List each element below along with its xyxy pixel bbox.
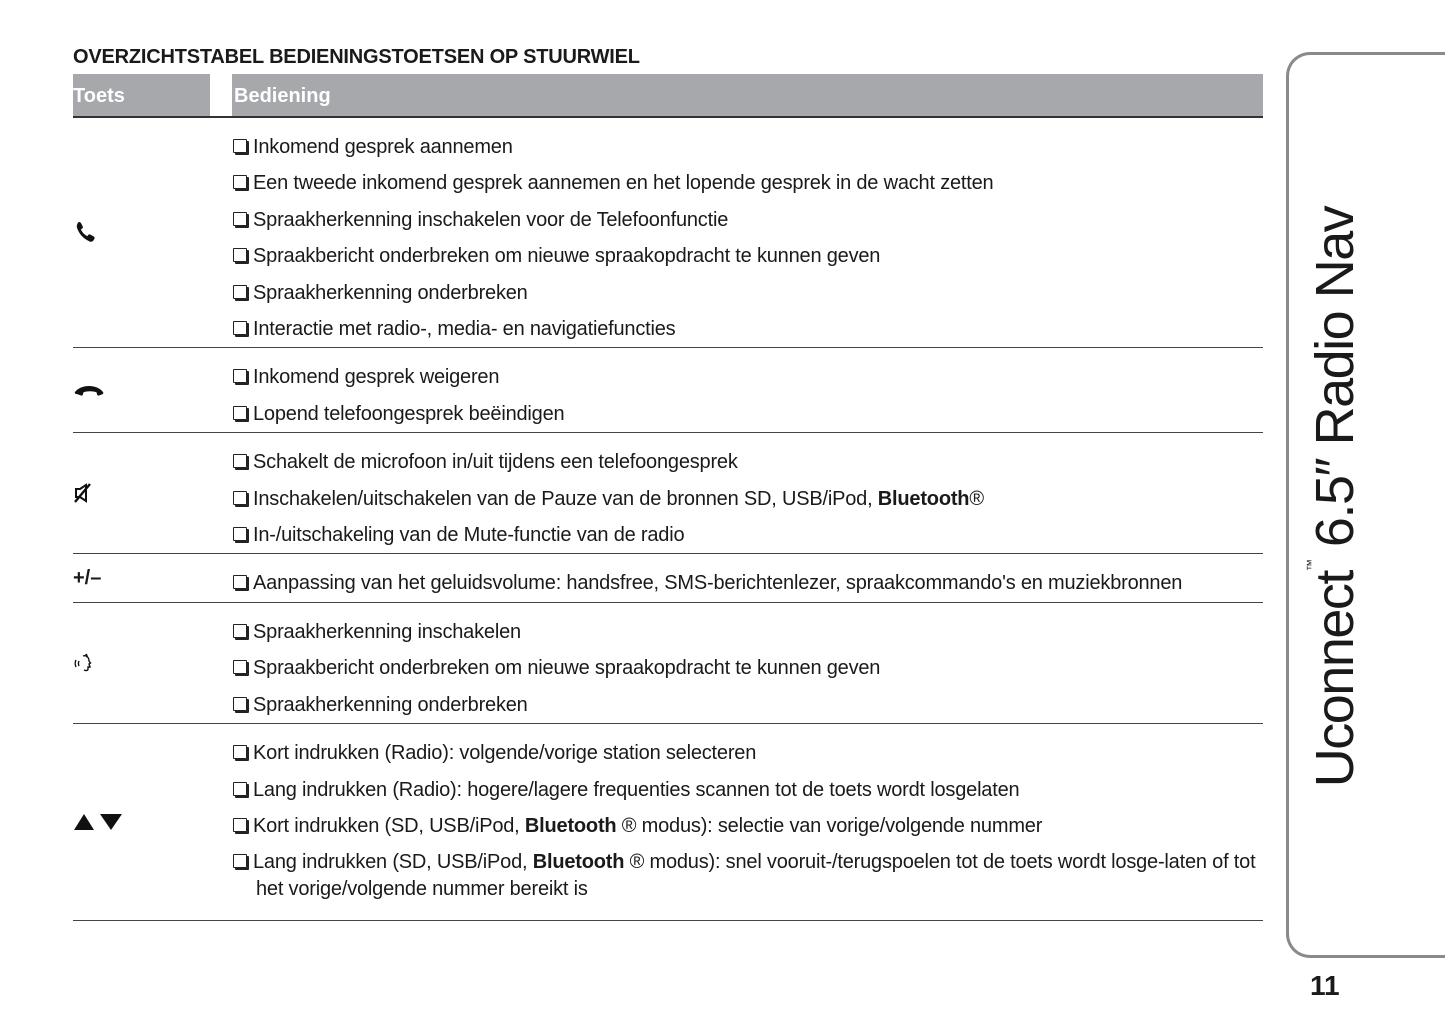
list-item xyxy=(233,772,1263,808)
item-text: Spraakherkenning onderbreken xyxy=(253,693,528,716)
list-item xyxy=(233,735,1263,771)
list-item xyxy=(233,202,1263,238)
table-row xyxy=(73,554,1263,602)
brand-name: Bluetooth xyxy=(532,851,625,874)
list-item xyxy=(233,444,1263,480)
voice-command-icon xyxy=(73,603,223,723)
item-text: Spraakherkenning inschakelen voor de Telefoonfunctie xyxy=(253,208,729,231)
item-text: Spraakherkenning inschakelen xyxy=(253,620,521,643)
item-text-cont: ® modus): selectie van vorige/volgende nummer xyxy=(616,814,1043,837)
table-row xyxy=(73,348,1263,433)
side-tab-label: Uconnect™ 6.5″ Radio Nav xyxy=(1304,206,1365,788)
item-text: Lang indrukken (SD, USB/iPod, xyxy=(253,851,533,874)
item-text: Inkomend gesprek aannemen xyxy=(253,136,513,158)
item-text: Een tweede inkomend gesprek aannemen en het lopende gesprek in de wacht zetten xyxy=(253,172,994,195)
checkbox-bullet-icon xyxy=(233,406,247,420)
checkbox-bullet-icon xyxy=(233,139,247,153)
item-text: Inkomend gesprek weigeren xyxy=(253,366,500,389)
list-item xyxy=(233,614,1263,650)
checkbox-bullet-icon xyxy=(233,369,247,383)
page-title: OVERZICHTSTABEL BEDIENINGSTOETSEN OP STUURWIEL xyxy=(73,46,640,68)
item-text: Schakelt de microfoon in/uit tijdens een telefoongesprek xyxy=(253,451,738,474)
checkbox-bullet-icon xyxy=(233,745,247,759)
table-row xyxy=(73,118,1263,348)
key-label: +/– xyxy=(73,566,102,589)
header-bediening: Bediening xyxy=(234,85,331,107)
header-toets: Toets xyxy=(73,85,125,107)
item-text: Spraakbericht onderbreken om nieuwe spraakopdracht te kunnen geven xyxy=(253,657,881,680)
checkbox-bullet-icon xyxy=(233,321,247,335)
checkbox-bullet-icon xyxy=(233,660,247,674)
list-item xyxy=(233,844,1263,903)
list-item xyxy=(233,396,1263,432)
checkbox-bullet-icon xyxy=(233,575,247,589)
item-text: Interactie met radio-, media- en navigatiefuncties xyxy=(253,318,676,341)
checkbox-bullet-icon xyxy=(233,248,247,262)
list-item xyxy=(233,650,1263,686)
list-item xyxy=(233,565,1263,601)
list-item xyxy=(233,517,1263,553)
table-row xyxy=(73,603,1263,724)
checkbox-bullet-icon xyxy=(233,527,247,541)
checkbox-bullet-icon xyxy=(233,854,247,868)
checkbox-bullet-icon xyxy=(233,212,247,226)
up-down-arrows-icon xyxy=(73,724,223,920)
controls-table xyxy=(73,118,1263,921)
item-text: Inschakelen/uitschakelen van de Pauze van de bronnen SD, USB/iPod, xyxy=(253,487,878,510)
checkbox-bullet-icon xyxy=(233,285,247,299)
checkbox-bullet-icon xyxy=(233,454,247,468)
list-item xyxy=(233,275,1263,311)
checkbox-bullet-icon xyxy=(233,175,247,189)
item-text: Aanpassing van het geluidsvolume: handsfree, SMS-berichtenlezer, spraakcommando's en muziekbronnen xyxy=(253,572,1183,595)
list-item xyxy=(233,238,1263,274)
item-text: Kort indrukken (Radio): volgende/vorige station selecteren xyxy=(253,742,757,765)
item-text-cont: ® modus): snel vooruit-/terugspoelen tot de toets wordt losge-laten of tot het vorige/volgende nummer bereikt is xyxy=(256,851,1256,901)
item-text: Lang indrukken (Radio): hogere/lagere frequenties scannen tot de toets wordt losgelaten xyxy=(253,778,1020,801)
list-item xyxy=(233,129,1263,165)
mute-icon xyxy=(73,433,223,553)
list-item xyxy=(233,808,1263,844)
table-row xyxy=(73,724,1263,921)
checkbox-bullet-icon xyxy=(233,491,247,505)
checkbox-bullet-icon xyxy=(233,818,247,832)
page-number: 11 xyxy=(1310,970,1340,1001)
item-text-cont: ® xyxy=(969,487,984,510)
item-text: In-/uitschakeling van de Mute-functie van de radio xyxy=(253,524,685,547)
phone-hangup-icon xyxy=(73,348,223,432)
item-text: Lopend telefoongesprek beëindigen xyxy=(253,402,565,425)
item-text: Spraakbericht onderbreken om nieuwe spraakopdracht te kunnen geven xyxy=(253,245,881,268)
item-text: Spraakherkenning onderbreken xyxy=(253,281,528,304)
list-item xyxy=(233,481,1263,517)
list-item xyxy=(233,311,1263,347)
checkbox-bullet-icon xyxy=(233,782,247,796)
table-header xyxy=(73,74,1263,116)
checkbox-bullet-icon xyxy=(233,697,247,711)
checkbox-bullet-icon xyxy=(233,624,247,638)
list-item xyxy=(233,687,1263,723)
list-item xyxy=(233,359,1263,395)
item-text: Kort indrukken (SD, USB/iPod, xyxy=(253,814,525,837)
brand-name: Bluetooth xyxy=(524,814,617,837)
phone-answer-icon xyxy=(73,118,223,347)
list-item xyxy=(233,165,1263,201)
brand-name: Bluetooth xyxy=(877,487,970,510)
table-row xyxy=(73,433,1263,554)
